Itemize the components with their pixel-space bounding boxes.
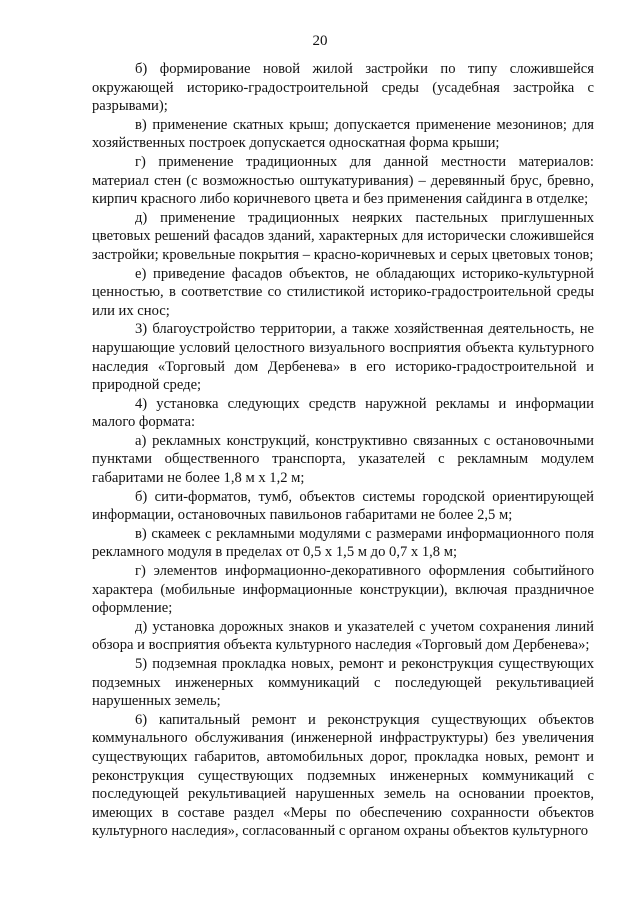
paragraph: 5) подземная прокладка новых, ремонт и реконструкция существующих подземных инженерных коммуникаций с последующей рекультивацией нарушенных земель; (92, 656, 594, 710)
paragraph: в) применение скатных крыш; допускается применение мезонинов; для хозяйственных построек допускается односкатная форма крыши; (92, 116, 594, 152)
paragraph: г) применение традиционных для данной местности материалов: материал стен (с возможностью оштукатуривания) – деревянный брус, бревно, кирпич красного либо коричневого цвета и без применения сайдинга в отделке; (92, 153, 594, 208)
paragraph: 3) благоустройство территории, а также хозяйственная деятельность, не нарушающие условий целостного визуального восприятия объекта культурного наследия «Торговый дом Дербенева» в его историко-градостроительной и природной среде; (92, 321, 594, 394)
paragraph: б) формирование новой жилой застройки по типу сложившейся окружающей историко-градостроительной среды (усадебная застройка с разрывами); (92, 61, 594, 115)
paragraph: д) применение традиционных неярких пастельных приглушенных цветовых решений фасадов зданий, характерных для исторически сложившейся застройки; кровельные покрытия – красно-коричневых и серых цветовых тонов; (92, 209, 594, 263)
paragraph: 4) установка следующих средств наружной рекламы и информации малого формата: (92, 395, 594, 431)
paragraph: 6) капитальный ремонт и реконструкция существующих объектов коммунального обслуживания (инженерной инфраструктуры) без увеличения существующих габаритов, автомобильных дорог, прокладка новых, ремонт и реконструкция существующих подземных инженерных коммуникаций с последующей рекультивацией нарушенных земель на основании проектов, имеющих в составе раздел «Меры по обеспечению сохранности объектов культурного наследия», согласованный с органом охраны объектов культурного (92, 711, 594, 840)
paragraph: г) элементов информационно-декоративного оформления событийного характера (мобильные информационные конструкции), включая праздничное оформление; (92, 563, 594, 617)
page-number: 20 (312, 33, 328, 49)
paragraph: е) приведение фасадов объектов, не обладающих историко-культурной ценностью, в соответствие со стилистикой историко-градостроительной среды или их снос; (92, 265, 594, 319)
paragraph: д) установка дорожных знаков и указателей с учетом сохранения линий обзора и восприятия объекта культурного наследия «Торговый дом Дербенева»; (92, 618, 594, 654)
paragraph: в) скамеек с рекламными модулями с размерами информационного поля рекламного модуля в пределах от 0,5 х 1,5 м до 0,7 х 1,8 м; (92, 525, 594, 561)
paragraph: б) сити-форматов, тумб, объектов системы городской ориентирующей информации, остановочных павильонов габаритами не более 2,5 м; (92, 488, 594, 524)
paragraph: а) рекламных конструкций, конструктивно связанных с остановочными пунктами общественного транспорта, указателей с рекламным модулем габаритами не более 1,8 м х 1,2 м; (92, 432, 594, 487)
document-body (92, 60, 594, 841)
